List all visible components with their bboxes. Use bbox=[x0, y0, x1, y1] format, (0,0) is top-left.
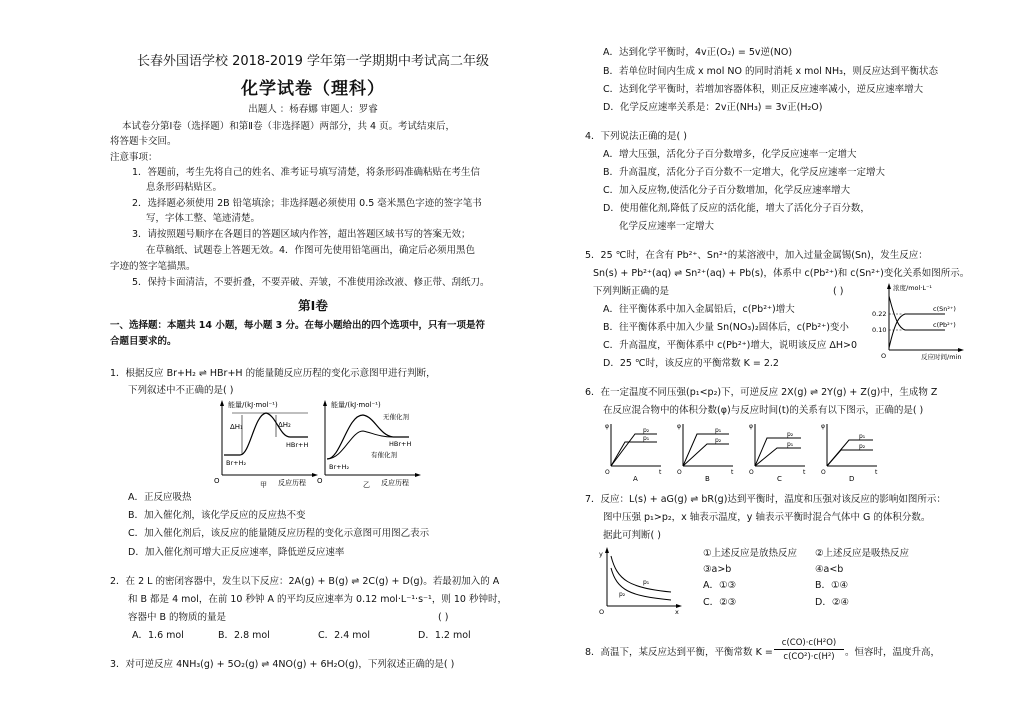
q6-c-p1: p₁ bbox=[787, 441, 794, 448]
q3-option-d: D．化学反应速率关系是：2v正(NH₃) = 3v正(H₂O) bbox=[603, 102, 823, 113]
note-3b: 在草稿纸、试题卷上答题无效。4．作图可先使用铅笔画出，确定后必须用黑色 bbox=[146, 245, 476, 256]
q6-b-p1: p₁ bbox=[715, 427, 722, 434]
q2-option-b: B．2.8 mol bbox=[218, 630, 270, 641]
yi-nocat: 无催化剂 bbox=[383, 413, 409, 421]
q7-option-d: D．②④ bbox=[815, 597, 849, 608]
q6-graph-a bbox=[605, 423, 662, 483]
q5-y2: 0.10 bbox=[872, 326, 887, 334]
note-2a: 2．选择题必须使用 2B 铅笔填涂；非选择题必须使用 0.5 毫米黑色字迹的签字笔书 bbox=[132, 198, 482, 209]
q8-stem-2: 。恒容时，温度升高， bbox=[845, 647, 941, 658]
q1-stem-2: 下列叙述中不正确的是( ) bbox=[128, 385, 234, 396]
q4-option-d-2: 化学反应速率一定增大 bbox=[619, 221, 715, 232]
note-1b: 息条形码粘贴区。 bbox=[146, 182, 223, 193]
notes-title: 注意事项： bbox=[110, 152, 158, 163]
q4-option-a: A．增大压强，活化分子百分数增多，化学反应速率一定增大 bbox=[603, 149, 857, 160]
q5-ylabel: 浓度/mol·L⁻¹ bbox=[893, 284, 933, 292]
q1-figure-jia bbox=[210, 397, 320, 489]
jia-xlabel: 反应历程 bbox=[278, 479, 306, 487]
q1-figure-yi bbox=[313, 397, 425, 489]
q4-option-b: B．升高温度，活化分子百分数不一定增大，化学反应速率一定增大 bbox=[603, 167, 886, 178]
q6-b-phi: φ bbox=[677, 423, 681, 430]
q4-option-c: C．加入反应物,使活化分子百分数增加，化学反应速率增大 bbox=[603, 185, 851, 196]
q6-d-p2: p₂ bbox=[859, 443, 866, 450]
q2-stem-3: 容器中 B 的物质的量是 bbox=[128, 612, 227, 623]
q1-stem-1: 1．根据反应 Br+H₂ ⇌ HBr+H 的能量随反应历程的变化示意图甲进行判断， bbox=[110, 368, 436, 379]
q5-pb-label: c(Pb²⁺) bbox=[933, 321, 956, 329]
note-1a: 1．答题前，考生先将自己的姓名、准考证号填写清楚，将条形码准确粘贴在考生信 bbox=[132, 167, 481, 178]
q6-stem-1: 6．在一定温度不同压强(p₁<p₂)下，可逆反应 2X(g) ⇌ 2Y(g) + Z(g)中，生成物 Z bbox=[585, 387, 938, 398]
q3-option-c: C．达到化学平衡时，若增加容器体积，则正反应速率减小，逆反应速率增大 bbox=[603, 84, 924, 95]
authors-line: 出题人 ：杨春娜 审题人：罗睿 bbox=[248, 104, 378, 115]
q5-option-c: C．升高温度，平衡体系中 c(Pb²⁺)增大，说明该反应 ΔH>0 bbox=[603, 340, 858, 351]
q7-stem-2: 图中压强 p₁>p₂，x 轴表示温度，y 轴表示平衡时混合气体中 G 的体积分数。 bbox=[603, 512, 931, 523]
q7-stem-1: 7．反应：L(s) + aG(g) ⇌ bR(g)达到平衡时，温度和压强对该反应的影响如图所示： bbox=[585, 494, 946, 505]
jia-products: HBr+H bbox=[286, 441, 309, 449]
q7-figure bbox=[599, 546, 683, 616]
note-2b: 写，字体工整、笔迹清楚。 bbox=[146, 213, 261, 224]
note-3a: 3．请按照题号顺序在各题目的答题区域内作答，超出答题区域书写的答案无效； bbox=[132, 229, 471, 240]
intro-line-1: 本试卷分第Ⅰ卷（选择题）和第Ⅱ卷（非选择题）两部分，共 4 页。考试结束后， bbox=[122, 121, 456, 132]
q6-b-o: O bbox=[677, 469, 682, 476]
note-5: 5．保持卡面清洁，不要折叠，不要弄破、弄皱，不准使用涂改液、修正带、刮纸刀。 bbox=[132, 277, 490, 288]
q4-option-d-1: D．使用催化剂,降低了反应的活化能，增大了活化分子百分数， bbox=[603, 203, 870, 214]
q1-option-b: B．加入催化剂，该化学反应的反应热不变 bbox=[128, 510, 306, 521]
q5-xlabel: 反应时间/min bbox=[921, 353, 962, 361]
q8-fraction-numerator: c(CO)·c(H²O) bbox=[774, 638, 844, 650]
q6-graph-b bbox=[677, 423, 734, 483]
q4-stem: 4．下列说法正确的是( ) bbox=[585, 131, 687, 142]
q6-label-a: A bbox=[633, 475, 638, 483]
q7-fig-o: O bbox=[599, 608, 605, 616]
q7-choice-2: ②上述反应是吸热反应 bbox=[815, 548, 910, 559]
q6-a-o: O bbox=[605, 469, 610, 476]
jia-ylabel: 能量/(kJ·mol⁻¹) bbox=[228, 401, 278, 409]
q5-paren: ( ) bbox=[833, 286, 844, 297]
q2-option-a: A．1.6 mol bbox=[132, 630, 184, 641]
q5-y1: 0.22 bbox=[872, 310, 887, 318]
q5-stem-1: 5．25 ℃时，在含有 Pb²⁺、Sn²⁺的某溶液中，加入过量金属锡(Sn)，发生反应： bbox=[585, 250, 928, 261]
q7-fig-x: x bbox=[675, 608, 679, 616]
jia-reactants: Br+H₂ bbox=[226, 459, 247, 467]
q6-label-b: B bbox=[705, 475, 710, 483]
jia-dh2: ΔH₂ bbox=[278, 421, 291, 429]
q6-a-t: t bbox=[659, 469, 662, 476]
yi-xlabel: 反应历程 bbox=[381, 479, 409, 487]
q6-b-p2: p₂ bbox=[715, 437, 722, 444]
q2-paren: ( ) bbox=[438, 612, 449, 623]
q5-option-a: A．往平衡体系中加入金属铅后，c(Pb²⁺)增大 bbox=[603, 304, 795, 315]
q3-option-b: B．若单位时间内生成 x mol NO 的同时消耗 x mol NH₃，则反应达到平衡状态 bbox=[603, 66, 938, 77]
intro-line-2: 将答题卡交回。 bbox=[110, 136, 177, 147]
q5-figure bbox=[872, 282, 965, 362]
q2-option-c: C．2.4 mol bbox=[318, 630, 370, 641]
jia-name: 甲 bbox=[260, 481, 267, 489]
q6-label-c: C bbox=[777, 475, 782, 483]
q6-c-t: t bbox=[803, 469, 806, 476]
school-title: 长春外国语学校 2018-2019 学年第一学期期中考试高二年级 bbox=[136, 54, 490, 69]
q3-option-a: A．达到化学平衡时，4v正(O₂) = 5v逆(NO) bbox=[603, 47, 793, 58]
part1-instr-1: 一、选择题：本题共 14 小题，每小题 3 分。在每小题给出的四个选项中，只有一项是符 bbox=[110, 320, 486, 331]
yi-products: HBr+H bbox=[389, 440, 412, 448]
q2-option-d: D．1.2 mol bbox=[418, 630, 471, 641]
q7-option-a: A．①③ bbox=[703, 580, 737, 591]
q2-stem-2: 和 B 都是 4 mol，在前 10 秒钟 A 的平均反应速率为 0.12 mol·L⁻¹·s⁻¹，则 10 秒钟时， bbox=[128, 594, 507, 605]
q5-stem-3: 下列判断正确的是 bbox=[593, 286, 670, 297]
note-3c: 字迹的签字笔描黑。 bbox=[110, 261, 196, 272]
q6-label-d: D bbox=[849, 475, 855, 483]
q1-option-d: D．加入催化剂可增大正反应速率，降低逆反应速率 bbox=[128, 547, 345, 558]
subject-title: 化学试卷（理科） bbox=[241, 79, 385, 99]
yi-origin: O bbox=[317, 477, 323, 485]
q7-fig-y: y bbox=[599, 550, 603, 558]
part1-title: 第Ⅰ卷 bbox=[298, 298, 328, 313]
q5-option-d: D．25 ℃时，该反应的平衡常数 K = 2.2 bbox=[603, 358, 779, 369]
q3-stem: 3．对可逆反应 4NH₃(g) + 5O₂(g) ⇌ 4NO(g) + 6H₂O(g)，下列叙述正确的是( ) bbox=[110, 659, 455, 670]
q1-option-a: A．正反应吸热 bbox=[128, 492, 192, 503]
q6-a-p2: p₂ bbox=[643, 427, 650, 434]
q7-option-b: B．①④ bbox=[815, 580, 849, 591]
q2-stem-1: 2．在 2 L 的密闭容器中，发生以下反应：2A(g) + B(g) ⇌ 2C(g) + D(g)。若最初加入的 A bbox=[110, 576, 500, 587]
yi-name: 乙 bbox=[363, 481, 370, 489]
q7-choice-1: ①上述反应是放热反应 bbox=[703, 548, 798, 559]
q1-option-c: C．加入催化剂后，该反应的能量随反应历程的变化示意图可用图乙表示 bbox=[128, 528, 430, 539]
q6-stem-2: 在反应混合物中的体积分数(φ)与反应时间(t)的关系有以下图示，正确的是( ) bbox=[603, 405, 924, 416]
q7-fig-p1: p₁ bbox=[643, 579, 650, 586]
yi-ylabel: 能量/(kJ·mol⁻¹) bbox=[331, 401, 381, 409]
q7-option-c: C．②③ bbox=[703, 597, 737, 608]
q6-figures bbox=[603, 420, 903, 482]
q5-sn-label: c(Sn²⁺) bbox=[933, 305, 956, 313]
q6-c-phi: φ bbox=[749, 423, 753, 430]
jia-dh1: ΔH₁ bbox=[230, 423, 243, 431]
q6-b-t: t bbox=[731, 469, 734, 476]
yi-reactants: Br+H₂ bbox=[329, 463, 350, 471]
q7-fig-p2: p₂ bbox=[619, 591, 626, 598]
q6-graph-d bbox=[821, 423, 878, 483]
q6-d-o: O bbox=[821, 469, 826, 476]
q5-stem-2: Sn(s) + Pb²⁺(aq) ⇌ Sn²⁺(aq) + Pb(s)，体系中 c(Pb²⁺)和 c(Sn²⁺)变化关系如图所示。 bbox=[593, 268, 970, 279]
q7-stem-3: 据此可判断( ) bbox=[603, 530, 661, 541]
q7-choice-4: ④a<b bbox=[815, 564, 844, 575]
q7-choice-3: ③a>b bbox=[703, 564, 732, 575]
q5-option-b: B．往平衡体系中加入少量 Sn(NO₃)₂固体后，c(Pb²⁺)变小 bbox=[603, 322, 849, 333]
jia-origin: O bbox=[214, 477, 220, 485]
q6-c-o: O bbox=[749, 469, 754, 476]
q6-a-phi: φ bbox=[605, 423, 609, 430]
q6-graph-c bbox=[749, 423, 806, 483]
q6-d-phi: φ bbox=[821, 423, 825, 430]
q8-fraction-denominator: c(CO²)·c(H²) bbox=[783, 652, 835, 662]
q5-origin: O bbox=[881, 352, 887, 360]
q6-d-p1: p₁ bbox=[859, 433, 866, 440]
part1-instr-2: 合题目要求的。 bbox=[110, 336, 177, 347]
q6-a-p1: p₁ bbox=[643, 435, 650, 442]
q6-c-p2: p₂ bbox=[787, 431, 794, 438]
q8-stem-1: 8．高温下，某反应达到平衡，平衡常数 K = bbox=[585, 647, 773, 658]
yi-cat: 有催化剂 bbox=[371, 451, 397, 459]
q6-d-t: t bbox=[875, 469, 878, 476]
